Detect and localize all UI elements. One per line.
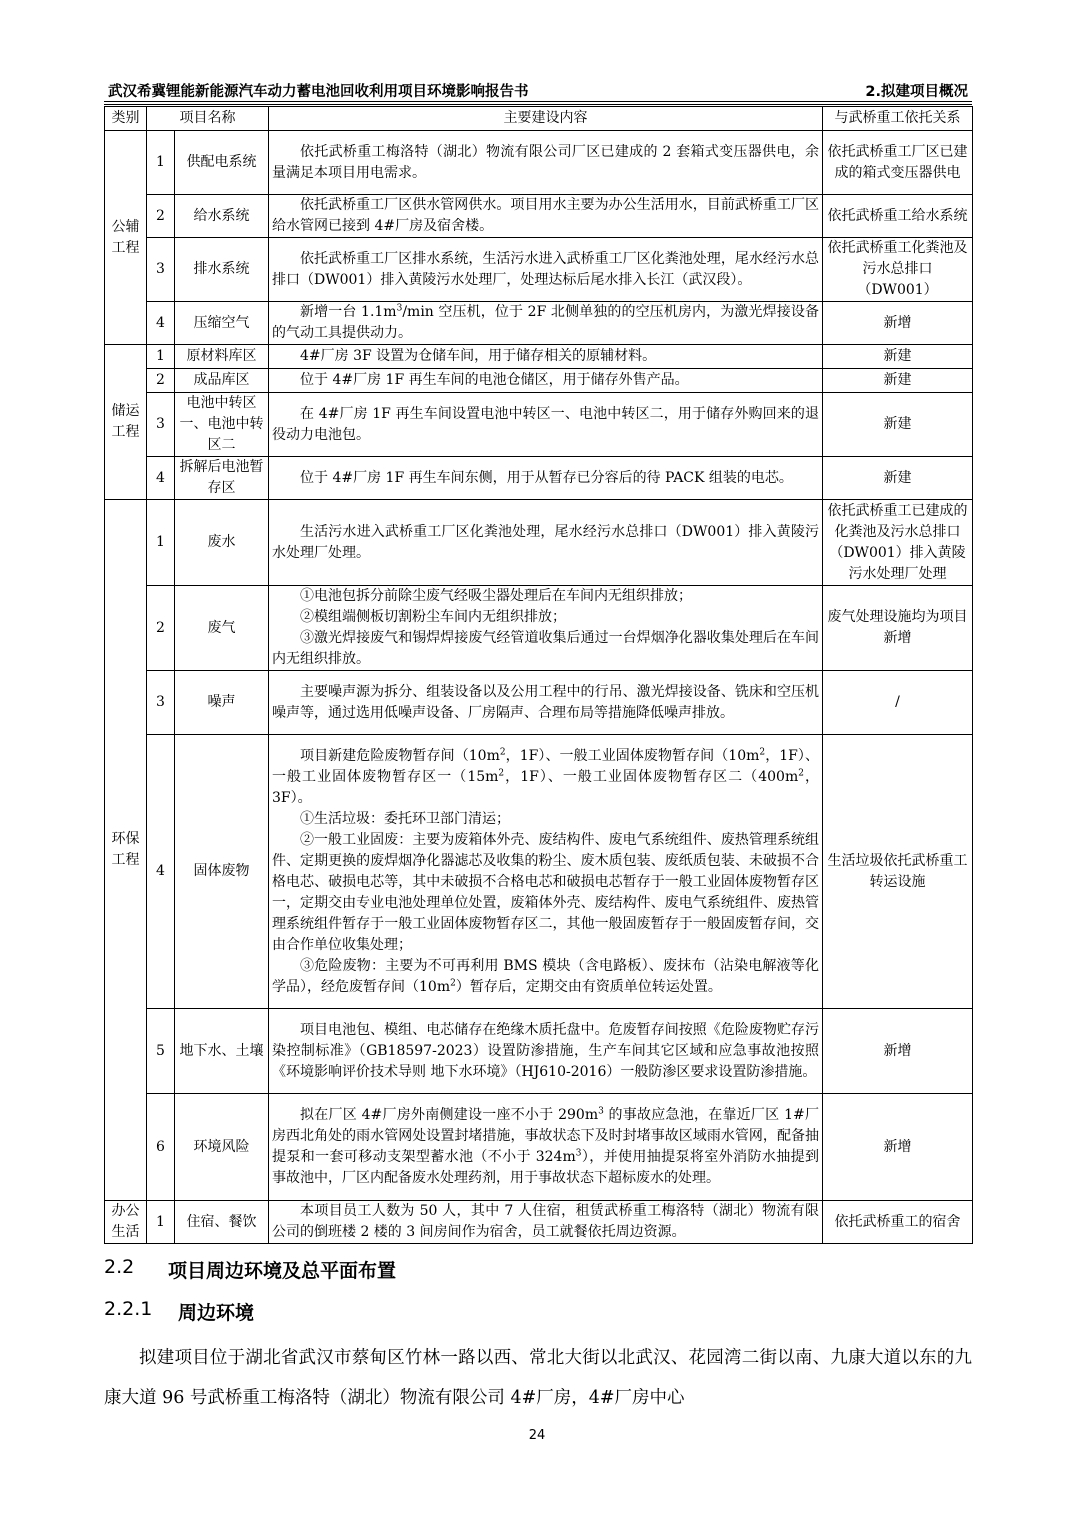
row-number: 5 — [147, 1009, 175, 1094]
category-cell: 环保工程 — [105, 500, 147, 1201]
row-relation: 新建 — [823, 457, 973, 500]
category-cell: 办公生活 — [105, 1201, 147, 1244]
row-number: 2 — [147, 195, 175, 238]
row-content: 新增一台 $1.1m^3/\min$ 空压机，位于 2F 北侧单独的的空压机房内，为激光焊接设备的气动工具提供动力。 — [269, 302, 823, 345]
row-relation: 新建 — [823, 345, 973, 369]
category-cell: 公辅工程 — [105, 131, 147, 345]
header-category: 类别 — [105, 107, 147, 131]
row-content: 本项目员工人数为 50 人，其中 7 人住宿，租赁武桥重工梅洛特（湖北）物流有限公司的倒班楼 2 楼的 3 间房间作为宿舍，员工就餐依托周边资源。 — [269, 1201, 823, 1244]
header-title: 武汉希冀锂能新能源汽车动力蓄电池回收利用项目环境影响报告书 — [108, 84, 529, 100]
table-row — [105, 500, 973, 586]
row-relation: 依托武桥重工给水系统 — [823, 195, 973, 238]
row-relation: 依托武桥重工化粪池及污水总排口（DW001） — [823, 238, 973, 302]
row-number: 3 — [147, 238, 175, 302]
row-name: 供配电系统 — [175, 131, 269, 195]
header-rule-thick — [104, 101, 972, 102]
table-row — [105, 457, 973, 500]
section-heading-2-2-1 — [104, 1298, 255, 1324]
table-row — [105, 671, 973, 735]
table-row — [105, 1009, 973, 1094]
table-row — [105, 1201, 973, 1244]
row-content: 位于 4#厂房 1F 再生车间的电池仓储区，用于储存外售产品。 — [269, 369, 823, 393]
row-relation: 新增 — [823, 302, 973, 345]
category-cell: 储运工程 — [105, 345, 147, 500]
row-content: 依托武桥重工梅洛特（湖北）物流有限公司厂区已建成的 2 套箱式变压器供电，余量满足本项目用电需求。 — [269, 131, 823, 195]
row-content: 生活污水进入武桥重工厂区化粪池处理，尾水经污水总排口（DW001）排入黄陵污水处理厂处理。 — [269, 500, 823, 586]
row-content: 依托武桥重工厂区供水管网供水。项目用水主要为办公生活用水，目前武桥重工厂区给水管网已接到 4#厂房及宿舍楼。 — [269, 195, 823, 238]
row-name: 电池中转区一、电池中转区二 — [175, 393, 269, 457]
row-content: ①电池包拆分前除尘废气经吸尘器处理后在车间内无组织排放； ②模组端侧板切割粉尘车间内无组织排放； ③激光焊接废气和锡焊焊接废气经管道收集后通过一台焊烟净化器收集处理后在车间内无组织排放。 — [269, 586, 823, 671]
table-row — [105, 393, 973, 457]
header-relation: 与武桥重工依托关系 — [823, 107, 973, 131]
row-number: 1 — [147, 1201, 175, 1244]
row-name: 给水系统 — [175, 195, 269, 238]
row-content: 位于 4#厂房 1F 再生车间东侧，用于从暂存已分容后的待 PACK 组装的电芯。 — [269, 457, 823, 500]
row-name: 环境风险 — [175, 1094, 269, 1201]
row-relation: 依托武桥重工已建成的化粪池及污水总排口（DW001）排入黄陵污水处理厂处理 — [823, 500, 973, 586]
row-number: 6 — [147, 1094, 175, 1201]
section-number: 2.2 — [104, 1256, 135, 1278]
row-name: 排水系统 — [175, 238, 269, 302]
row-number: 1 — [147, 131, 175, 195]
section-heading-2-2 — [104, 1256, 397, 1282]
row-relation: 新建 — [823, 369, 973, 393]
row-name: 原材料库区 — [175, 345, 269, 369]
header-content: 主要建设内容 — [269, 107, 823, 131]
row-relation: 新增 — [823, 1094, 973, 1201]
row-relation: 新增 — [823, 1009, 973, 1094]
row-number: 1 — [147, 500, 175, 586]
row-relation: 依托武桥重工厂区已建成的箱式变压器供电 — [823, 131, 973, 195]
row-name: 成品库区 — [175, 369, 269, 393]
row-content: 项目电池包、模组、电芯储存在绝缘木质托盘中。危废暂存间按照《危险废物贮存污染控制标准》（GB18597-2023）设置防渗措施，生产车间其它区域和应急事故池按照《环境影响评价技术导则 地下水环境》（HJ610-2016）一般防渗区要求设置防渗措施。 — [269, 1009, 823, 1094]
row-number: 2 — [147, 369, 175, 393]
row-number: 4 — [147, 735, 175, 1009]
section-title: 周边环境 — [178, 1302, 255, 1324]
row-name: 废气 — [175, 586, 269, 671]
row-name: 噪声 — [175, 671, 269, 735]
section-number: 2.2.1 — [104, 1298, 153, 1320]
header-item-name: 项目名称 — [147, 107, 269, 131]
row-relation: 新建 — [823, 393, 973, 457]
row-name: 拆解后电池暂存区 — [175, 457, 269, 500]
row-number: 3 — [147, 671, 175, 735]
row-name: 废水 — [175, 500, 269, 586]
row-name: 住宿、餐饮 — [175, 1201, 269, 1244]
section-title: 项目周边环境及总平面布置 — [168, 1260, 397, 1282]
row-relation: 废气处理设施均为项目新增 — [823, 586, 973, 671]
table-row — [105, 369, 973, 393]
row-number: 1 — [147, 345, 175, 369]
table-row — [105, 735, 973, 1009]
page-number: 24 — [528, 1428, 546, 1443]
page-header — [104, 78, 972, 100]
row-name: 压缩空气 — [175, 302, 269, 345]
row-number: 2 — [147, 586, 175, 671]
table-row — [105, 195, 973, 238]
project-composition-table — [104, 106, 973, 1244]
row-relation: / — [823, 671, 973, 735]
row-content: 4#厂房 3F 设置为仓储车间，用于储存相关的原辅材料。 — [269, 345, 823, 369]
row-number: 3 — [147, 393, 175, 457]
table-header-row — [105, 107, 973, 131]
row-content: 依托武桥重工厂区排水系统，生活污水进入武桥重工厂区化粪池处理，尾水经污水总排口（DW001）排入黄陵污水处理厂，处理达标后尾水排入长江（武汉段）。 — [269, 238, 823, 302]
row-name: 地下水、土壤 — [175, 1009, 269, 1094]
row-number: 4 — [147, 302, 175, 345]
row-number: 4 — [147, 457, 175, 500]
table-row — [105, 345, 973, 369]
row-relation: 生活垃圾依托武桥重工转运设施 — [823, 735, 973, 1009]
header-chapter: 2.拟建项目概况 — [865, 84, 968, 100]
row-name: 固体废物 — [175, 735, 269, 1009]
row-content: 项目新建危险废物暂存间（$10m^2$，1F）、一般工业固体废物暂存间（$10m^2$，1F）、一般工业固体废物暂存区一（$15m^2$，1F）、一般工业固体废物暂存区二（$400m^2$，3F）。 ①生活垃圾：委托环卫部门清运； ②一般工业固废：主要为废箱体外壳、废结构件、废电气系统组件、废热管理系统组件、定期更换的废焊烟净化器滤芯及收集的粉尘、废木质包装、废纸质包装、未破损不合格电芯、破损电芯等，其中未破损不合格电芯和破损电芯暂存于一般工业固体废物暂存区一，定期交由专业电池处理单位处置，废箱体外壳、废结构件、废电气系统组件、废热管理系统组件暂存于一般工业固体废物暂存区二，其他一般固废暂存于一般固废暂存间，交由合作单位收集处理； ③危险废物：主要为不可再利用 BMS 模块（含电路板）、废抹布（沾染电解液等化学品），经危废暂存间$(10m^2)$暂存后，定期交由有资质单位转运处置。 — [269, 735, 823, 1009]
table-row — [105, 586, 973, 671]
table-row — [105, 131, 973, 195]
table-row — [105, 238, 973, 302]
body-paragraph: 拟建项目位于湖北省武汉市蔡甸区竹林一路以西、常北大街以北武汉、花园湾二街以南、九康大道以东的九康大道 96 号武桥重工梅洛特（湖北）物流有限公司 4#厂房，4#厂房中心 — [104, 1348, 972, 1408]
header-rule-thin — [104, 104, 972, 105]
row-content: 在 4#厂房 1F 再生车间设置电池中转区一、电池中转区二，用于储存外购回来的退役动力电池包。 — [269, 393, 823, 457]
row-content: 主要噪声源为拆分、组装设备以及公用工程中的行吊、激光焊接设备、铣床和空压机噪声等，通过选用低噪声设备、厂房隔声、合理布局等措施降低噪声排放。 — [269, 671, 823, 735]
table-row — [105, 1094, 973, 1201]
row-relation: 依托武桥重工的宿舍 — [823, 1201, 973, 1244]
row-content: 拟在厂区 4#厂房外南侧建设一座不小于 $290m^3$ 的事故应急池，在靠近厂区 1#厂房西北角处的雨水管网处设置封堵措施，事故状态下及时封堵事故区域雨水管网，配备抽提泵和一套可移动支架型蓄水池（不小于 $324m^3$），并使用抽提泵将室外消防水抽提到事故池中，厂区内配备废水处理药剂，用于事故状态下超标废水的处理。 — [269, 1094, 823, 1201]
table-row — [105, 302, 973, 345]
